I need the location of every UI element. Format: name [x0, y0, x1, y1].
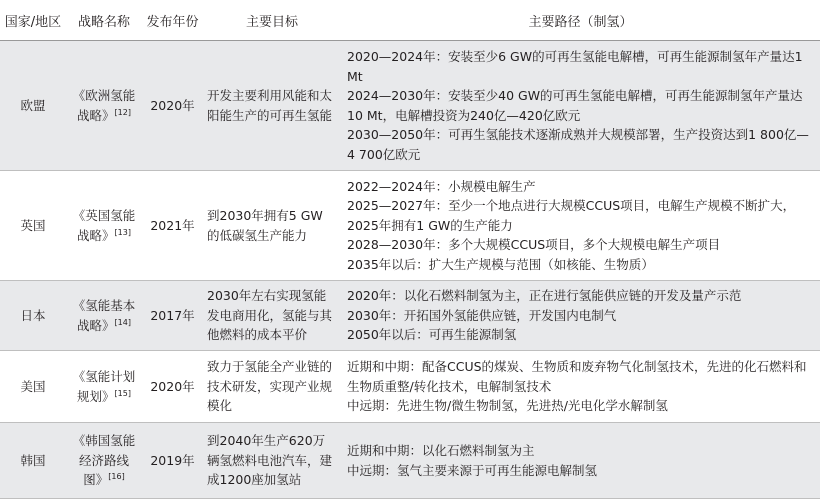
path-line: 近期和中期：配备CCUS的煤炭、生物质和废弃物气化制氢技术，先进的化石燃料和生物质重整/转化技术，电解制氢技术	[347, 359, 807, 394]
reference-marker: [12]	[114, 107, 131, 117]
country-cell: 韩国	[0, 423, 66, 499]
table-row	[0, 41, 820, 171]
goal-cell: 到2030年拥有5 GW的低碳氢生产能力	[203, 171, 341, 281]
header-path: 主要路径（制氢）	[341, 0, 820, 41]
path-line: 2022—2024年：小规模电解生产	[347, 178, 536, 194]
strategy-name: 《英国氢能战略》	[72, 208, 136, 243]
path-line: 2050年以后：可再生能源制氢	[347, 327, 517, 343]
year-cell: 2019年	[142, 423, 203, 499]
goal-cell: 致力于氢能全产业链的技术研发，实现产业规模化	[203, 351, 341, 423]
header-country: 国家/地区	[0, 0, 66, 41]
strategy-cell	[66, 41, 142, 171]
year-cell: 2021年	[142, 171, 203, 281]
reference-marker: [13]	[114, 227, 131, 237]
path-line: 2025—2027年：至少一个地点进行大规模CCUS项目，电解生产规模不断扩大，2025年拥有1 GW的生产能力	[347, 198, 796, 233]
strategy-name: 《欧洲氢能战略》	[72, 88, 136, 123]
path-line: 2030年：开拓国外氢能供应链，开发国内电制气	[347, 307, 617, 323]
path-line: 中远期：氢气主要来源于可再生能源电解制氢	[347, 462, 598, 478]
table-row	[0, 351, 820, 423]
header-goal: 主要目标	[203, 0, 341, 41]
path-cell	[341, 423, 820, 499]
goal-cell: 2030年左右实现氢能发电商用化，氢能与其他燃料的成本平价	[203, 281, 341, 351]
path-line: 2024—2030年：安装至少40 GW的可再生氢能电解槽，可再生能源制氢年产量达10 Mt，电解槽投资为240亿—420亿欧元	[347, 88, 803, 123]
path-cell	[341, 281, 820, 351]
path-cell	[341, 41, 820, 171]
path-line: 中远期：先进生物/微生物制氢，先进热/光电化学水解制氢	[347, 398, 668, 414]
header-year: 发布年份	[142, 0, 203, 41]
goal-cell: 到2040年生产620万辆氢燃料电池汽车，建成1200座加氢站	[203, 423, 341, 499]
strategy-name: 《韩国氢能经济路线图》	[72, 433, 136, 488]
year-cell: 2020年	[142, 351, 203, 423]
country-cell: 日本	[0, 281, 66, 351]
table-row	[0, 423, 820, 499]
header-strategy: 战略名称	[66, 0, 142, 41]
strategy-cell	[66, 423, 142, 499]
table-row	[0, 171, 820, 281]
strategy-name: 《氢能计划规划》	[72, 369, 136, 404]
path-cell	[341, 351, 820, 423]
header-row	[0, 0, 820, 41]
table-row	[0, 281, 820, 351]
path-cell	[341, 171, 820, 281]
path-line: 2035年以后：扩大生产规模与范围（如核能、生物质）	[347, 256, 654, 272]
reference-marker: [15]	[114, 388, 131, 398]
reference-marker: [14]	[114, 317, 131, 327]
strategy-name: 《氢能基本战略》	[72, 298, 136, 333]
year-cell: 2020年	[142, 41, 203, 171]
year-cell: 2017年	[142, 281, 203, 351]
path-line: 2020年：以化石燃料制氢为主，正在进行氢能供应链的开发及量产示范	[347, 288, 742, 304]
country-cell: 欧盟	[0, 41, 66, 171]
path-line: 2020—2024年：安装至少6 GW的可再生氢能电解槽，可再生能源制氢年产量达1 Mt	[347, 49, 803, 84]
goal-cell: 开发主要利用风能和太阳能生产的可再生氢能	[203, 41, 341, 171]
path-line: 近期和中期：以化石燃料制氢为主	[347, 443, 535, 458]
path-line: 2030—2050年：可再生氢能技术逐渐成熟并大规模部署，生产投资达到1 800亿—4 700亿欧元	[347, 127, 809, 162]
country-cell: 美国	[0, 351, 66, 423]
strategy-cell	[66, 281, 142, 351]
path-line: 2028—2030年：多个大规模CCUS项目，多个大规模电解生产项目	[347, 237, 721, 253]
strategy-cell	[66, 351, 142, 423]
reference-marker: [16]	[108, 472, 125, 482]
strategy-cell	[66, 171, 142, 281]
country-cell: 英国	[0, 171, 66, 281]
